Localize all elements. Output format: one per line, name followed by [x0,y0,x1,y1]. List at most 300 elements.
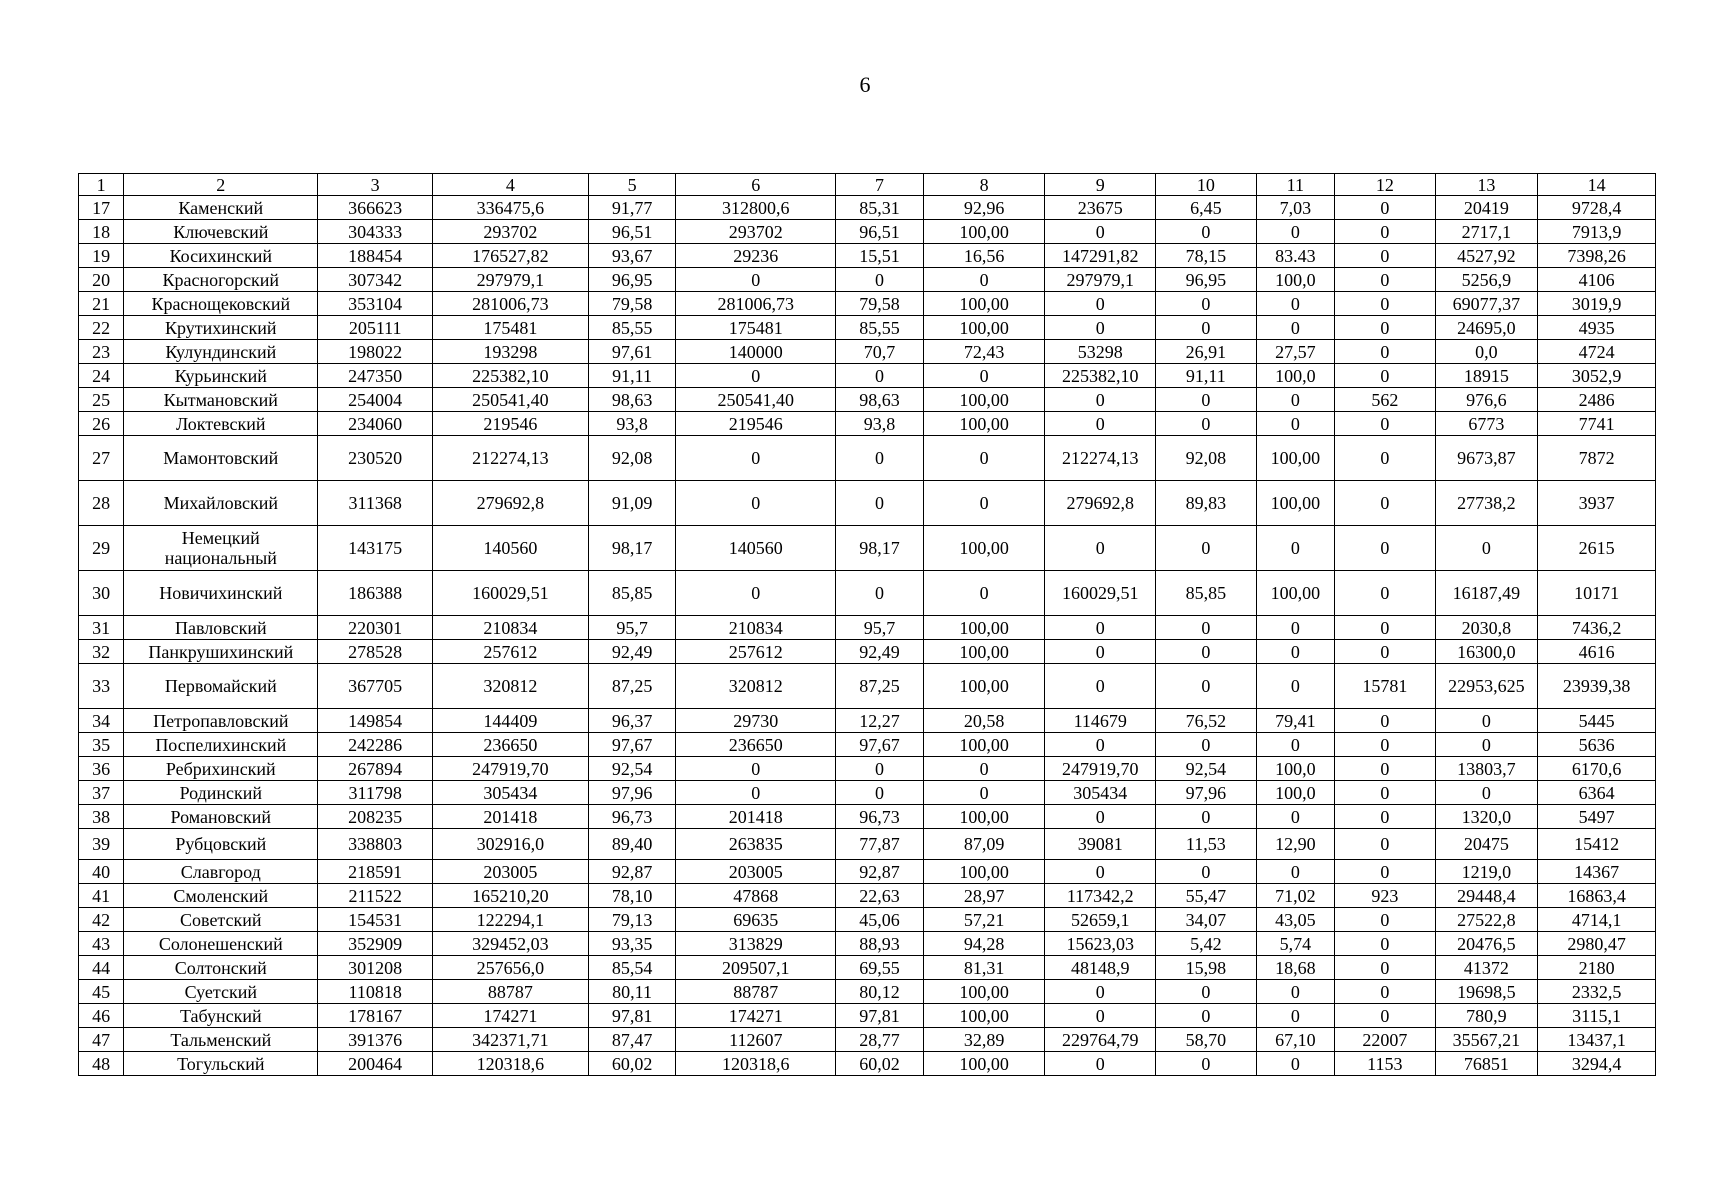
table-cell: 0 [1045,292,1156,316]
table-cell: 81,31 [923,956,1045,980]
table-cell: 89,83 [1156,481,1257,526]
table-cell: 100,00 [923,616,1045,640]
table-cell: 5636 [1538,733,1656,757]
district-name-cell: Смоленский [124,884,318,908]
table-cell: 200464 [318,1052,433,1076]
table-row [79,436,1656,481]
table-row [79,640,1656,664]
column-header: 13 [1435,174,1538,196]
table-cell: 60,02 [836,1052,923,1076]
table-cell: 0 [836,364,923,388]
table-cell: 0 [836,781,923,805]
table-cell: 0 [1156,316,1257,340]
table-cell: 242286 [318,733,433,757]
table-cell: 97,61 [588,340,675,364]
table-cell: 78,15 [1156,244,1257,268]
table-cell: 281006,73 [676,292,836,316]
table-cell: 100,0 [1256,781,1334,805]
table-cell: 83.43 [1256,244,1334,268]
table-cell: 0 [836,436,923,481]
table-cell: 0 [923,571,1045,616]
table-cell: 13803,7 [1435,757,1538,781]
table-row [79,340,1656,364]
table-cell: 0 [676,268,836,292]
table-cell: 22,63 [836,884,923,908]
district-name-cell: Локтевский [124,412,318,436]
table-cell: 4714,1 [1538,908,1656,932]
table-cell: 3294,4 [1538,1052,1656,1076]
table-cell: 5,74 [1256,932,1334,956]
column-header: 14 [1538,174,1656,196]
table-cell: 15,98 [1156,956,1257,980]
table-cell: 6170,6 [1538,757,1656,781]
table-cell: 85,31 [836,196,923,220]
table-row [79,616,1656,640]
table-cell: 28,77 [836,1028,923,1052]
table-cell: 100,00 [1256,571,1334,616]
table-cell: 0 [1256,1052,1334,1076]
table-cell: 14367 [1538,860,1656,884]
table-cell: 1153 [1335,1052,1436,1076]
district-name-cell: Поспелихинский [124,733,318,757]
district-name-cell: Кытмановский [124,388,318,412]
table-cell: 20476,5 [1435,932,1538,956]
table-cell: 0 [1156,664,1257,709]
table-cell: 41372 [1435,956,1538,980]
table-cell: 301208 [318,956,433,980]
table-cell: 117342,2 [1045,884,1156,908]
table-cell: 353104 [318,292,433,316]
table-cell: 247919,70 [1045,757,1156,781]
row-number-cell: 31 [79,616,124,640]
table-cell: 78,10 [588,884,675,908]
table-cell: 0 [676,781,836,805]
table-cell: 96,51 [588,220,675,244]
table-cell: 98,63 [836,388,923,412]
table-cell: 4106 [1538,268,1656,292]
row-number-cell: 35 [79,733,124,757]
table-row [79,829,1656,860]
table-cell: 247350 [318,364,433,388]
table-cell: 211522 [318,884,433,908]
table-cell: 85,54 [588,956,675,980]
table-cell: 0 [1435,709,1538,733]
district-name-cell: Петропавловский [124,709,318,733]
table-cell: 0 [1335,268,1436,292]
table-cell: 311368 [318,481,433,526]
row-number-cell: 26 [79,412,124,436]
row-number-cell: 38 [79,805,124,829]
table-cell: 320812 [432,664,588,709]
table-cell: 0 [1335,196,1436,220]
table-cell: 2486 [1538,388,1656,412]
column-header: 6 [676,174,836,196]
table-row [79,932,1656,956]
table-cell: 212274,13 [1045,436,1156,481]
row-number-cell: 32 [79,640,124,664]
district-name-cell: Красногорский [124,268,318,292]
district-name-cell: Немецкий национальный [124,526,318,571]
row-number-cell: 29 [79,526,124,571]
table-cell: 0 [1156,412,1257,436]
table-cell: 97,67 [836,733,923,757]
district-name-cell: Тальменский [124,1028,318,1052]
table-cell: 0 [1435,733,1538,757]
row-number-cell: 42 [79,908,124,932]
table-cell: 110818 [318,980,433,1004]
table-row [79,860,1656,884]
table-row [79,571,1656,616]
table-cell: 0 [1335,757,1436,781]
table-cell: 305434 [432,781,588,805]
table-cell: 7913,9 [1538,220,1656,244]
table-cell: 247919,70 [432,757,588,781]
table-cell: 219546 [676,412,836,436]
table-cell: 0 [923,364,1045,388]
table-cell: 19698,5 [1435,980,1538,1004]
table-cell: 88787 [432,980,588,1004]
table-cell: 257656,0 [432,956,588,980]
row-number-cell: 23 [79,340,124,364]
column-header: 2 [124,174,318,196]
table-cell: 212274,13 [432,436,588,481]
table-row [79,908,1656,932]
table-cell: 100,00 [923,220,1045,244]
district-name-cell: Тогульский [124,1052,318,1076]
table-cell: 98,17 [588,526,675,571]
table-cell: 29236 [676,244,836,268]
table-cell: 0 [1156,860,1257,884]
table-cell: 0 [1045,388,1156,412]
table-cell: 0 [1156,388,1257,412]
table-cell: 79,58 [588,292,675,316]
table-cell: 176527,82 [432,244,588,268]
table-cell: 92,96 [923,196,1045,220]
district-name-cell: Новичихинский [124,571,318,616]
table-cell: 140560 [676,526,836,571]
column-header: 8 [923,174,1045,196]
table-cell: 209507,1 [676,956,836,980]
table-cell: 96,51 [836,220,923,244]
table-cell: 39081 [1045,829,1156,860]
table-cell: 96,37 [588,709,675,733]
district-name-cell: Кулундинский [124,340,318,364]
table-row [79,316,1656,340]
table-cell: 100,00 [923,412,1045,436]
table-cell: 93,8 [836,412,923,436]
table-cell: 0 [1045,1004,1156,1028]
table-cell: 10171 [1538,571,1656,616]
table-cell: 95,7 [588,616,675,640]
table-cell: 80,12 [836,980,923,1004]
table-cell: 229764,79 [1045,1028,1156,1052]
table-cell: 342371,71 [432,1028,588,1052]
table-cell: 60,02 [588,1052,675,1076]
district-name-cell: Табунский [124,1004,318,1028]
table-cell: 0 [1045,220,1156,244]
table-cell: 34,07 [1156,908,1257,932]
table-cell: 47868 [676,884,836,908]
table-cell: 122294,1 [432,908,588,932]
table-cell: 93,8 [588,412,675,436]
table-cell: 293702 [676,220,836,244]
district-name-cell: Ребрихинский [124,757,318,781]
table-cell: 88,93 [836,932,923,956]
table-cell: 0 [1256,860,1334,884]
table-cell: 94,28 [923,932,1045,956]
table-cell: 100,0 [1256,364,1334,388]
district-name-cell: Родинский [124,781,318,805]
table-cell: 0 [1335,364,1436,388]
table-cell: 219546 [432,412,588,436]
table-cell: 278528 [318,640,433,664]
table-cell: 0 [1156,220,1257,244]
district-name-cell: Рубцовский [124,829,318,860]
table-cell: 0 [1045,980,1156,1004]
table-cell: 160029,51 [1045,571,1156,616]
table-cell: 0 [1156,733,1257,757]
table-cell: 366623 [318,196,433,220]
table-cell: 0 [1435,781,1538,805]
table-cell: 0 [923,481,1045,526]
table-cell: 0 [1335,829,1436,860]
table-cell: 0 [836,268,923,292]
table-cell: 97,81 [836,1004,923,1028]
table-cell: 18915 [1435,364,1538,388]
table-cell: 85,85 [1156,571,1257,616]
table-cell: 16,56 [923,244,1045,268]
table-cell: 28,97 [923,884,1045,908]
table-cell: 91,77 [588,196,675,220]
table-cell: 923 [1335,884,1436,908]
district-name-cell: Суетский [124,980,318,1004]
table-cell: 20,58 [923,709,1045,733]
table-cell: 279692,8 [1045,481,1156,526]
table-cell: 257612 [676,640,836,664]
table-cell: 0 [1256,805,1334,829]
column-header: 10 [1156,174,1257,196]
table-cell: 48148,9 [1045,956,1156,980]
table-cell: 198022 [318,340,433,364]
table-cell: 87,25 [836,664,923,709]
table-cell: 97,81 [588,1004,675,1028]
table-row [79,220,1656,244]
column-header: 3 [318,174,433,196]
table-cell: 100,00 [923,292,1045,316]
table-row [79,781,1656,805]
table-row [79,364,1656,388]
table-cell: 307342 [318,268,433,292]
table-cell: 154531 [318,908,433,932]
table-cell: 210834 [432,616,588,640]
table-cell: 29448,4 [1435,884,1538,908]
table-cell: 85,55 [836,316,923,340]
table-cell: 92,49 [588,640,675,664]
table-cell: 0 [1045,316,1156,340]
table-row [79,733,1656,757]
table-cell: 69077,37 [1435,292,1538,316]
table-cell: 24695,0 [1435,316,1538,340]
table-cell: 203005 [432,860,588,884]
table-cell: 26,91 [1156,340,1257,364]
table-cell: 100,00 [923,640,1045,664]
table-cell: 0 [1045,860,1156,884]
row-number-cell: 39 [79,829,124,860]
table-cell: 80,11 [588,980,675,1004]
table-cell: 22953,625 [1435,664,1538,709]
table-cell: 76851 [1435,1052,1538,1076]
table-cell: 100,00 [1256,436,1334,481]
table-cell: 234060 [318,412,433,436]
table-cell: 0 [1335,860,1436,884]
table-cell: 175481 [676,316,836,340]
table-cell: 0 [1335,781,1436,805]
table-cell: 338803 [318,829,433,860]
table-cell: 87,09 [923,829,1045,860]
row-number-cell: 44 [79,956,124,980]
table-cell: 69635 [676,908,836,932]
table-cell: 6773 [1435,412,1538,436]
table-cell: 43,05 [1256,908,1334,932]
table-cell: 0 [1335,526,1436,571]
table-cell: 70,7 [836,340,923,364]
table-cell: 0 [1335,481,1436,526]
table-cell: 0 [1256,640,1334,664]
table-cell: 3052,9 [1538,364,1656,388]
table-cell: 0 [676,757,836,781]
table-cell: 0 [676,571,836,616]
table-cell: 780,9 [1435,1004,1538,1028]
table-cell: 0 [676,364,836,388]
table-cell: 92,54 [588,757,675,781]
table-cell: 100,00 [923,316,1045,340]
table-cell: 0 [1335,292,1436,316]
table-cell: 88787 [676,980,836,1004]
table-cell: 12,27 [836,709,923,733]
table-cell: 0 [1256,388,1334,412]
table-cell: 297979,1 [1045,268,1156,292]
table-cell: 100,00 [1256,481,1334,526]
table-cell: 100,00 [923,1052,1045,1076]
table-cell: 0 [836,757,923,781]
table-cell: 208235 [318,805,433,829]
table-cell: 87,25 [588,664,675,709]
table-cell: 352909 [318,932,433,956]
row-number-cell: 45 [79,980,124,1004]
district-name-cell: Косихинский [124,244,318,268]
table-cell: 93,35 [588,932,675,956]
row-number-cell: 28 [79,481,124,526]
table-cell: 254004 [318,388,433,412]
table-cell: 225382,10 [432,364,588,388]
table-cell: 5,42 [1156,932,1257,956]
table-cell: 79,58 [836,292,923,316]
table-cell: 29730 [676,709,836,733]
table-row [79,388,1656,412]
table-cell: 144409 [432,709,588,733]
row-number-cell: 47 [79,1028,124,1052]
table-row [79,481,1656,526]
district-name-cell: Славгород [124,860,318,884]
table-cell: 5497 [1538,805,1656,829]
table-cell: 2180 [1538,956,1656,980]
table-cell: 312800,6 [676,196,836,220]
table-cell: 0 [1335,340,1436,364]
table-cell: 79,13 [588,908,675,932]
table-cell: 92,08 [588,436,675,481]
table-cell: 0 [1335,932,1436,956]
table-cell: 0 [1156,1004,1257,1028]
table-cell: 0 [1045,1052,1156,1076]
table-cell: 302916,0 [432,829,588,860]
table-cell: 0 [1435,526,1538,571]
row-number-cell: 34 [79,709,124,733]
district-name-cell: Солонешенский [124,932,318,956]
table-cell: 205111 [318,316,433,340]
table-cell: 293702 [432,220,588,244]
table-cell: 58,70 [1156,1028,1257,1052]
table-cell: 0 [1156,1052,1257,1076]
table-cell: 0 [1045,526,1156,571]
table-row [79,709,1656,733]
table-cell: 210834 [676,616,836,640]
table-cell: 32,89 [923,1028,1045,1052]
table-cell: 91,11 [1156,364,1257,388]
table-cell: 13437,1 [1538,1028,1656,1052]
table-cell: 0 [1335,244,1436,268]
table-cell: 92,08 [1156,436,1257,481]
column-header: 11 [1256,174,1334,196]
table-cell: 0 [1256,1004,1334,1028]
table-cell: 92,49 [836,640,923,664]
table-cell: 0 [1156,292,1257,316]
row-number-cell: 24 [79,364,124,388]
table-row [79,268,1656,292]
row-number-cell: 20 [79,268,124,292]
table-cell: 0 [1045,664,1156,709]
table-cell: 11,53 [1156,829,1257,860]
table-cell: 96,95 [1156,268,1257,292]
table-cell: 97,96 [1156,781,1257,805]
table-cell: 91,09 [588,481,675,526]
table-cell: 100,00 [923,733,1045,757]
table-cell: 0 [1335,1004,1436,1028]
table-cell: 391376 [318,1028,433,1052]
district-name-cell: Павловский [124,616,318,640]
table-cell: 147291,82 [1045,244,1156,268]
table-cell: 304333 [318,220,433,244]
table-cell: 0 [1335,709,1436,733]
table-cell: 15,51 [836,244,923,268]
table-cell: 976,6 [1435,388,1538,412]
row-number-cell: 41 [79,884,124,908]
table-cell: 0 [836,571,923,616]
table-cell: 311798 [318,781,433,805]
table-cell: 193298 [432,340,588,364]
table-cell: 0 [923,268,1045,292]
row-number-cell: 17 [79,196,124,220]
table-cell: 7436,2 [1538,616,1656,640]
table-cell: 0 [676,481,836,526]
table-cell: 3937 [1538,481,1656,526]
table-cell: 85,85 [588,571,675,616]
table-row [79,757,1656,781]
table-cell: 16300,0 [1435,640,1538,664]
district-name-cell: Краснощековский [124,292,318,316]
table-cell: 35567,21 [1435,1028,1538,1052]
table-cell: 313829 [676,932,836,956]
table-cell: 2332,5 [1538,980,1656,1004]
